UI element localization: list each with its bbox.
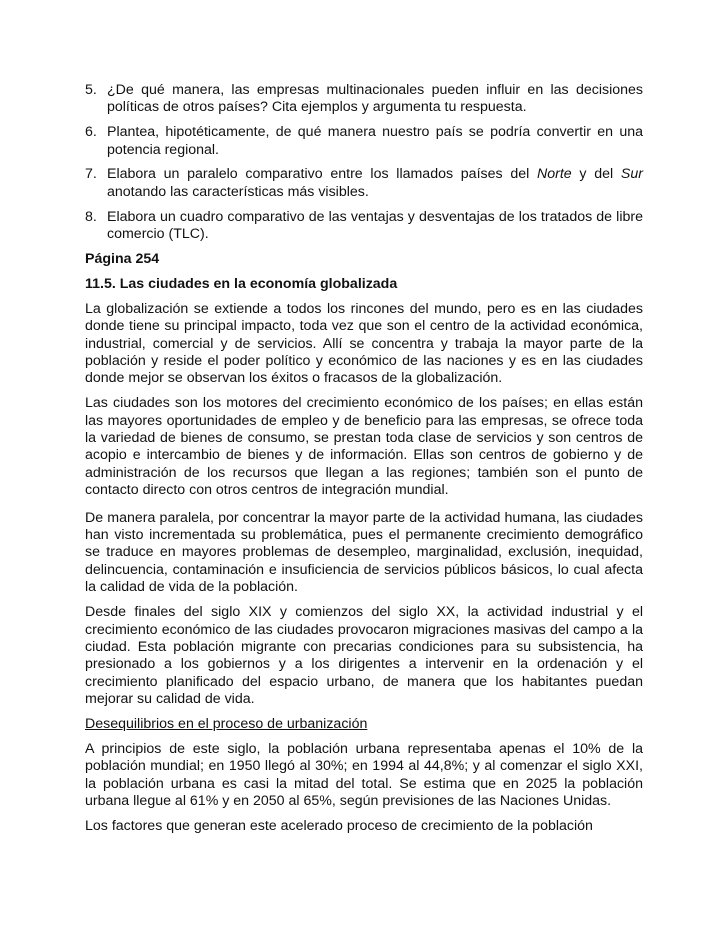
body-paragraph: Desde finales del siglo XIX y comienzos del siglo XX, la actividad industrial y el crecimiento económico de las ciudades provocaron migraciones masivas del campo a la ciudad. Esta población migrante con precarias condiciones para su subsistencia, ha presionado a los gobiernos y a los dirigentes a intervenir en la ordenación y el crecimiento planificado del espacio urbano, de manera que los habitantes puedan mejorar su calidad de vida.	[85, 604, 643, 708]
question-text-part: Elabora un paralelo comparativo entre los llamados países del	[107, 166, 537, 183]
question-text: Elabora un cuadro comparativo de las ventajas y desventajas de los tratados de libre comercio (TLC).	[107, 208, 643, 243]
question-number: 7.	[85, 166, 97, 183]
body-paragraph: De manera paralela, por concentrar la mayor parte de la actividad humana, las ciudades han visto incrementada su problemática, pues el permanente crecimiento demográfico se traduce en mayores problemas de desempleo, marginalidad, exclusión, inequidad, delincuencia, contaminación e insuficiencia de servicios públicos básicos, lo cual afecta la calidad de vida de la población.	[85, 509, 643, 596]
question-text: Plantea, hipotéticamente, de qué manera nuestro país se podría convertir en una potencia regional.	[107, 124, 643, 158]
question-text: ¿De qué manera, las empresas multinacionales pueden influir en las decisiones políticas de otros países? Cita ejemplos y argumenta tu respuesta.	[107, 82, 643, 116]
body-paragraph: Los factores que generan este acelerado proceso de crecimiento de la población	[85, 817, 593, 834]
document-page	[85, 82, 643, 843]
body-paragraph: La globalización se extiende a todos los rincones del mundo, pero es en las ciudades donde tiene su principal impacto, toda vez que son el centro de la actividad económica, industrial, comercial y de servicios. Allí se concentra y trabaja la mayor parte de la población y reside el poder político y económico de las naciones y es en las ciudades donde mejor se observan los éxitos o fracasos de la globalización.	[85, 300, 643, 387]
question-text-italic-norte: Norte	[537, 166, 572, 183]
question-number: 5.	[85, 82, 97, 98]
question-text-part: anotando las características más visibles.	[107, 183, 369, 200]
question-text	[107, 166, 643, 199]
question-list	[85, 82, 643, 243]
question-item-8	[85, 209, 643, 244]
question-item-5	[85, 82, 643, 117]
page-label: Página 254	[85, 250, 160, 267]
body-paragraph: Las ciudades son los motores del crecimiento económico de los países; en ellas están las mayores oportunidades de empleo y de beneficio para las empresas, se ofrece toda la variedad de bienes de consumo, se prestan toda clase de servicios y son centros de acopio e intercambio de bienes y de información. Ellas son centros de gobierno y de administración de los recursos que llegan a las regiones; también son el punto de contacto directo con otros centros de integración mundial.	[85, 395, 643, 499]
section-title: 11.5. Las ciudades en la economía globalizada	[85, 275, 398, 292]
question-text-part: y del	[571, 166, 621, 183]
subsection-title: Desequilibrios en el proceso de urbanización	[85, 715, 368, 732]
question-text-italic-sur: Sur	[620, 166, 643, 183]
body-paragraph: A principios de este siglo, la población urbana representaba apenas el 10% de la población mundial; en 1950 llegó al 30%; en 1994 al 44,8%; y al comenzar el siglo XXI, la población urbana es casi la mitad del total. Se estima que en 2025 la población urbana llegue al 61% y en 2050 al 65%, según previsiones de las Naciones Unidas.	[85, 740, 643, 810]
question-number: 6.	[85, 124, 97, 141]
question-number: 8.	[85, 208, 97, 225]
question-item-6	[85, 124, 643, 159]
question-item-7	[85, 166, 643, 201]
